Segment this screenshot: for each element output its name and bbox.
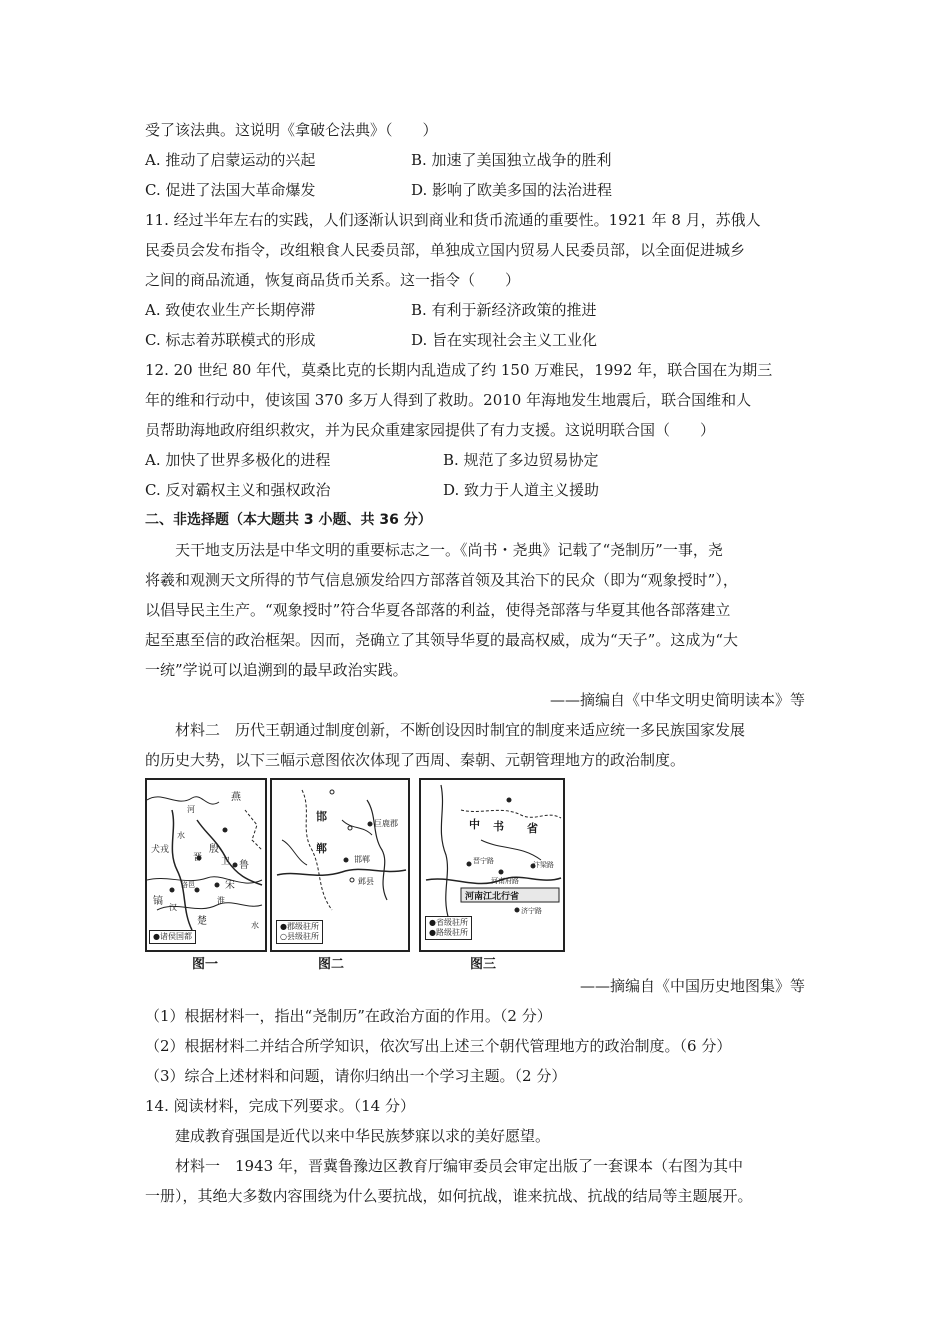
q11-option-c: C. 标志着苏联模式的形成 <box>145 331 316 349</box>
map1-label-yin: 殷 <box>209 844 219 855</box>
material1-source: ——摘编自《中华文明史简明读本》等 <box>549 691 805 709</box>
q12-line-1: 12. 20 世纪 80 年代，莫桑比克的长期内乱造成了约 150 万难民，1992 年，联合国在为期三 <box>145 361 773 379</box>
q12-option-d: D. 致力于人道主义援助 <box>443 481 600 499</box>
map1-label-yan: 燕 <box>231 792 241 803</box>
map3-label-bianliang: 汴梁路 <box>533 861 554 869</box>
q12-line-2: 年的维和行动中，使该国 370 多万人得到了救助。2010 年海地发生地震后，联合国维和人 <box>145 391 752 409</box>
q12-option-c: C. 反对霸权主义和强权政治 <box>145 481 331 499</box>
material2-line-2: 的历史大势，以下三幅示意图依次体现了西周、秦朝、元朝管理地方的政治制度。 <box>145 751 686 769</box>
map2-legend-county: ○县级驻所 <box>280 932 319 941</box>
q12-line-3: 员帮助海地政府组织救灾，并为民众重建家园提供了有力支援。这说明联合国（ ） <box>145 421 716 439</box>
q14-intro: 建成教育强国是近代以来中华民族梦寐以求的美好愿望。 <box>175 1127 551 1145</box>
map3-legend-route: ●路级驻所 <box>429 928 468 937</box>
material2-line-1: 材料二 历代王朝通过制度创新，不断创设因时制宜的制度来适应统一多民族国家发展 <box>175 721 746 739</box>
map2-caption: 图二 <box>318 957 345 972</box>
map1-label-han: 汉 <box>169 903 177 912</box>
q10-option-d: D. 影响了欧美多国的法治进程 <box>411 181 613 199</box>
map2-legend-prefecture: ●郡级驻所 <box>280 922 319 931</box>
map1-label-he: 河 <box>187 805 195 814</box>
map1-legend: ●诸侯国都 <box>149 930 196 944</box>
q10-option-c: C. 促进了法国大革命爆发 <box>145 181 316 199</box>
map-qin <box>270 778 410 952</box>
material1-line-2: 将羲和观测天文所得的节气信息颁发给四方部落首领及其治下的民众（即为“观象授时”）， <box>145 571 738 589</box>
map1-label-song: 宋 <box>225 880 235 891</box>
map3-label-province: 河南江北行省 <box>465 892 520 902</box>
q10-option-a: A. 推动了启蒙运动的兴起 <box>145 151 316 169</box>
q12-option-a: A. 加快了世界多极化的进程 <box>145 451 331 469</box>
map1-label-quanrong: 犬戎 <box>151 845 170 855</box>
q14-material1-line-1: 材料一 1943 年，晋冀鲁豫边区教育厅编审委员会审定出版了一套课本（右图为其中 <box>175 1157 743 1175</box>
map2-label-julu: 巨鹿郡 <box>374 819 398 828</box>
map-yuan <box>419 778 565 952</box>
q11-option-d: D. 旨在实现社会主义工业化 <box>411 331 598 349</box>
q13-sub-2: （2）根据材料二并结合所学知识，依次写出上述三个朝代管理地方的政治制度。（6 分） <box>145 1037 732 1055</box>
map3-legend-province: ●省级驻所 <box>429 918 468 927</box>
q11-line-3: 之间的商品流通，恢复商品货币关系。这一指令（ ） <box>145 271 521 289</box>
q11-line-1: 11. 经过半年左右的实践，人们逐渐认识到商业和货币流通的重要性。1921 年 8 月，苏俄人 <box>145 211 761 229</box>
map1-label-lu: 鲁 <box>239 860 249 871</box>
q11-option-a: A. 致使农业生产长期停滞 <box>145 301 316 319</box>
material1-line-3: 以倡导民主生产。“观象授时”符合华夏各部落的利益，使得尧部落与华夏其他各部落建立 <box>145 601 731 619</box>
map2-label-yexian: 邺县 <box>358 877 374 886</box>
map1-label-luoyi: 洛邑 <box>181 881 195 889</box>
map2-legend <box>276 920 323 944</box>
map-western-zhou <box>145 778 267 952</box>
map2-label-dan: 郸 <box>316 842 327 855</box>
section-heading: 二、非选择题（本大题共 3 小题、共 36 分） <box>145 512 432 528</box>
q14-title: 14. 阅读材料，完成下列要求。（14 分） <box>145 1097 415 1115</box>
q10-stem-tail: 受了该法典。这说明《拿破仑法典》（ ） <box>145 121 438 139</box>
map3-label-zhong: 中 <box>469 818 480 831</box>
map3-label-shu: 书 <box>493 820 504 833</box>
map2-label-han: 邯 <box>316 810 327 823</box>
map1-label-huai: 淮 <box>217 896 225 905</box>
map3-label-jinning: 晋宁路 <box>473 857 494 865</box>
q11-line-2: 民委员会发布指令，改组粮食人民委员部，单独成立国内贸易人民委员部，以全面促进城乡 <box>145 241 746 259</box>
material1-line-4: 起至惠至信的政治框架。因而，尧确立了其领导华夏的最高权威，成为“天子”。这成为“大 <box>145 631 739 649</box>
material1-line-1: 天干地支历法是中华文明的重要标志之一。《尚书・尧典》记载了“尧制历”一事，尧 <box>175 541 723 559</box>
map1-label-jin: 晋 <box>193 853 203 863</box>
map3-legend <box>425 916 472 940</box>
material2-source: ——摘编自《中国历史地图集》等 <box>579 977 805 995</box>
q12-option-b: B. 规范了多边贸易协定 <box>443 451 599 469</box>
map1-label-chu: 楚 <box>197 916 207 927</box>
map3-label-henanfu: 河南府路 <box>491 877 519 885</box>
map1-label-hao: 镐 <box>153 896 163 907</box>
map1-caption: 图一 <box>192 957 219 972</box>
map1-label-shui-2: 水 <box>251 921 259 930</box>
map2-label-handan: 邯郸 <box>354 855 370 864</box>
map3-label-sheng: 省 <box>527 822 538 835</box>
map3-label-jining: 济宁路 <box>521 907 542 915</box>
q10-option-b: B. 加速了美国独立战争的胜利 <box>411 151 612 169</box>
map1-label-wei: 卫 <box>221 857 231 867</box>
map1-label-shui: 水 <box>177 831 185 840</box>
q14-material1-line-2: 一册），其绝大多数内容围绕为什么要抗战，如何抗战，谁来抗战、抗战的结局等主题展开。 <box>145 1187 753 1205</box>
q11-option-b: B. 有利于新经济政策的推进 <box>411 301 597 319</box>
q13-sub-1: （1）根据材料一，指出“尧制历”在政治方面的作用。（2 分） <box>145 1007 552 1025</box>
material1-line-5: 一统”学说可以追溯到的最早政治实践。 <box>145 661 408 679</box>
map3-caption: 图三 <box>470 957 497 972</box>
q13-sub-3: （3）综合上述材料和问题，请你归纳出一个学习主题。（2 分） <box>145 1067 567 1085</box>
